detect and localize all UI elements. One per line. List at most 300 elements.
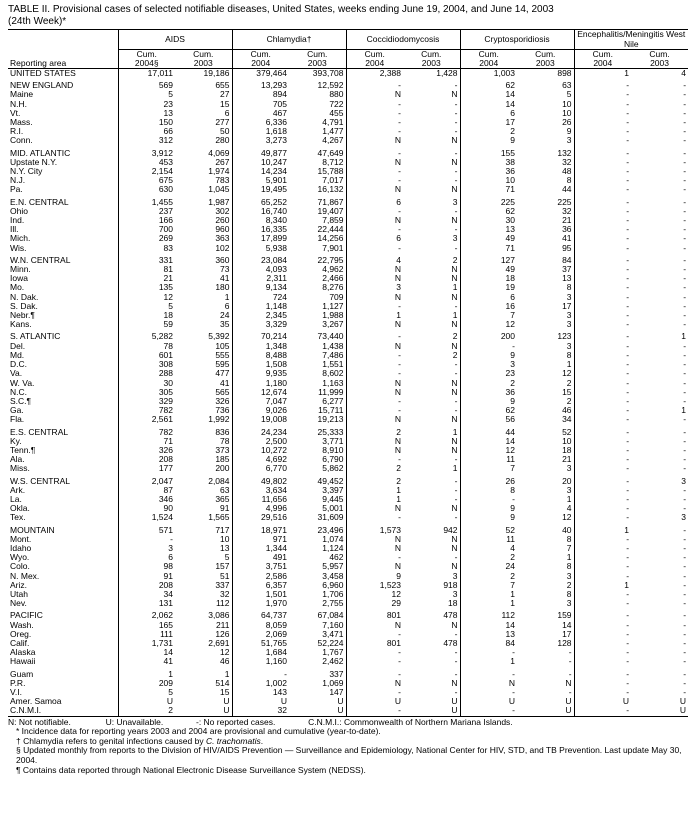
value-cell: 14,234 — [232, 167, 289, 176]
value-cell: N — [451, 136, 458, 146]
reporting-area-cell: Calif. — [10, 638, 30, 648]
value-cell: U — [337, 697, 344, 707]
value-cell: - — [454, 396, 458, 406]
value-cell: 26 — [562, 118, 572, 128]
table-row — [8, 464, 688, 473]
value-cell: 2,311 — [232, 274, 289, 283]
value-cell: - — [346, 146, 403, 158]
value-cell: 18 — [460, 274, 517, 283]
value-cell: 6 — [460, 109, 517, 118]
value-cell: 9 — [566, 127, 572, 137]
value-cell: 83 — [118, 244, 175, 253]
value-cell: 894 — [232, 90, 289, 99]
value-cell: 5,862 — [322, 464, 344, 474]
reporting-area-cell: Colo. — [10, 562, 30, 572]
value-cell: - — [683, 504, 687, 514]
value-cell: - — [346, 244, 403, 253]
value-cell: - — [574, 302, 631, 311]
reporting-area-cell: E.S. CENTRAL — [10, 426, 69, 437]
value-cell: 177 — [118, 464, 175, 473]
value-cell: N — [346, 185, 403, 194]
value-cell: - — [683, 620, 687, 630]
value-cell: - — [574, 706, 631, 716]
value-cell: 6 — [346, 195, 403, 207]
value-cell: 7 — [460, 581, 517, 590]
value-cell: 15,711 — [318, 406, 344, 416]
table-row — [8, 553, 688, 562]
table-row — [8, 648, 688, 657]
value-cell: 49,802 — [232, 474, 289, 486]
table-body — [8, 69, 688, 717]
reporting-area-cell: Mo. — [10, 283, 25, 293]
value-cell: 3 — [566, 485, 572, 495]
value-cell: 10 — [220, 534, 230, 544]
value-cell: U — [289, 706, 346, 716]
value-cell: 1,344 — [232, 544, 289, 553]
value-cell: 1,974 — [208, 167, 230, 177]
value-cell: 1,573 — [346, 523, 403, 535]
value-cell: 3 — [681, 475, 687, 486]
value-cell: 4,093 — [232, 265, 289, 274]
value-cell: 2 — [452, 350, 458, 360]
value-cell: 467 — [232, 109, 289, 118]
table-row — [8, 572, 688, 581]
value-cell: 32 — [562, 206, 572, 216]
value-cell: 95 — [562, 243, 572, 253]
value-cell: N — [346, 437, 403, 446]
table-row — [8, 109, 688, 118]
value-cell: 630 — [118, 185, 175, 194]
value-cell: 337 — [215, 580, 230, 590]
value-cell: N — [346, 293, 403, 302]
reporting-area-cell: S. Dak. — [10, 301, 38, 311]
table-row — [8, 621, 688, 630]
table-row — [8, 118, 688, 127]
value-cell: - — [683, 157, 687, 167]
value-cell: 5 — [566, 90, 572, 100]
value-cell: 3 — [566, 320, 572, 330]
value-cell: - — [574, 464, 631, 473]
value-cell: 12 — [346, 590, 403, 599]
value-cell: 1 — [452, 311, 458, 321]
reporting-area-cell: Ohio — [10, 206, 28, 216]
reporting-area-cell: Utah — [10, 589, 28, 599]
value-cell: 3,458 — [322, 571, 344, 581]
col-header-aids-2004: Cum. 2004§ — [118, 50, 175, 69]
value-cell: - — [683, 599, 687, 609]
title-line-1: TABLE II. Provisional cases of selected notifiable diseases, United States, weeks ending June 19, 2004, and June 14, 2003 — [8, 4, 554, 15]
table-row — [8, 274, 688, 283]
title-line-2: (24th Week)* — [8, 15, 67, 27]
table-row — [8, 639, 688, 648]
value-cell: 17,899 — [232, 234, 289, 243]
value-cell: N — [451, 341, 458, 351]
value-cell: - — [683, 90, 687, 100]
value-cell: - — [683, 341, 687, 351]
value-cell: 2 — [566, 396, 572, 406]
table-row — [8, 158, 688, 167]
value-cell: - — [346, 225, 403, 234]
value-cell: N — [346, 415, 403, 424]
reporting-area-cell: Hawaii — [10, 657, 36, 667]
table-row — [8, 127, 688, 136]
value-cell: 2 — [460, 553, 517, 562]
value-cell: 3 — [566, 599, 572, 609]
group-header-row — [8, 30, 688, 50]
value-cell: 143 — [232, 688, 289, 697]
value-cell: 8,488 — [232, 351, 289, 360]
value-cell: 3,912 — [118, 146, 175, 158]
value-cell: 51 — [220, 571, 230, 581]
reporting-area-cell: W.S. CENTRAL — [10, 475, 70, 486]
value-cell: 63 — [562, 80, 572, 91]
value-cell: 1,477 — [322, 127, 344, 137]
table-row — [8, 379, 688, 388]
reporting-area-cell: E.N. CENTRAL — [10, 196, 69, 207]
value-cell: 6 — [460, 293, 517, 302]
value-cell: 6,336 — [232, 118, 289, 127]
value-cell: 49 — [460, 265, 517, 274]
value-cell: 8 — [460, 486, 517, 495]
value-cell: 14 — [460, 90, 517, 99]
value-cell: 1 — [566, 553, 572, 563]
reporting-area-cell: N.H. — [10, 99, 27, 109]
value-cell: 30 — [460, 216, 517, 225]
footnote-chlamydia: † Chlamydia refers to genital infections caused by C. trachomatis. — [16, 735, 264, 746]
value-cell: 2 — [566, 378, 572, 388]
reporting-area-cell: Idaho — [10, 543, 32, 553]
value-cell: - — [574, 265, 631, 274]
value-cell: 41 — [118, 657, 175, 666]
value-cell: 36 — [562, 225, 572, 235]
value-cell: 225 — [557, 196, 572, 207]
value-cell: 12,592 — [317, 80, 344, 91]
value-cell: 2,462 — [322, 657, 344, 667]
value-cell: - — [683, 580, 687, 590]
value-cell: - — [574, 320, 631, 329]
value-cell: 208 — [118, 455, 175, 464]
value-cell: 2,154 — [118, 167, 175, 176]
value-cell: 514 — [215, 678, 230, 688]
value-cell: - — [346, 397, 403, 406]
group-header-coccidiodomycosis: Coccidiodomycosis — [346, 30, 460, 50]
footnote-aids-update: § Updated monthly from reports to the Division of HIV/AIDS Prevention — Surveillance and Epidemiology, National Center for HIV, STD, and TB Prevention. Last update May 30, 2004. — [16, 745, 682, 765]
value-cell: - — [574, 234, 631, 243]
value-cell: 78 — [220, 436, 230, 446]
value-cell: - — [574, 342, 631, 351]
value-cell: 1,074 — [322, 534, 344, 544]
value-cell: 63 — [220, 485, 230, 495]
value-cell: 147 — [329, 688, 344, 697]
value-cell: 6 — [118, 553, 175, 562]
value-cell: N — [460, 679, 517, 688]
value-cell: 20 — [562, 475, 572, 486]
value-cell: 1 — [452, 283, 458, 293]
value-cell: 7,486 — [322, 350, 344, 360]
value-cell: 3,471 — [322, 629, 344, 639]
value-cell: 17 — [562, 301, 572, 311]
value-cell: 62 — [460, 207, 517, 216]
value-cell: 360 — [215, 254, 230, 265]
value-cell: 337 — [329, 668, 344, 679]
value-cell: 1 — [346, 495, 403, 504]
value-cell: 3 — [452, 234, 458, 244]
value-cell: 379,464 — [232, 69, 289, 79]
value-cell: U — [565, 697, 572, 707]
value-cell: 2,345 — [232, 311, 289, 320]
reporting-area-cell: Iowa — [10, 274, 28, 284]
value-cell: 22,444 — [317, 225, 344, 235]
table-row — [8, 581, 688, 590]
value-cell: - — [683, 369, 687, 379]
value-cell: 41 — [220, 274, 230, 284]
value-cell: 1,160 — [232, 657, 289, 666]
value-cell: 4 — [460, 544, 517, 553]
value-cell: - — [118, 535, 175, 544]
table-row — [8, 544, 688, 553]
value-cell: - — [454, 225, 458, 235]
value-cell: 90 — [118, 504, 175, 513]
value-cell: 2,561 — [118, 415, 175, 424]
value-cell: - — [454, 147, 458, 158]
value-cell: 6,357 — [232, 581, 289, 590]
value-cell: - — [683, 360, 687, 370]
value-cell: 59 — [118, 320, 175, 329]
value-cell: U — [451, 697, 458, 707]
value-cell: 19,186 — [203, 68, 230, 78]
value-cell: 46 — [562, 406, 572, 416]
value-cell: U — [346, 697, 403, 706]
value-cell: - — [574, 185, 631, 194]
reporting-area-cell: P.R. — [10, 678, 26, 688]
table-row — [8, 216, 688, 225]
value-cell: 1 — [574, 523, 631, 535]
value-cell: 4 — [566, 504, 572, 514]
value-cell: 3 — [566, 311, 572, 321]
value-cell: 717 — [215, 524, 230, 535]
value-cell: 12 — [118, 293, 175, 302]
value-cell: 595 — [215, 360, 230, 370]
table-row — [8, 283, 688, 292]
value-cell: 49,452 — [317, 475, 344, 486]
table-row — [8, 474, 688, 486]
value-cell: - — [683, 678, 687, 688]
value-cell: 1,565 — [208, 513, 230, 523]
value-cell: - — [460, 648, 517, 657]
table-row — [8, 69, 688, 79]
value-cell: 1,124 — [322, 543, 344, 553]
table-row — [8, 523, 688, 535]
group-header-chlamydia: Chlamydia† — [232, 30, 346, 50]
value-cell: - — [683, 571, 687, 581]
value-cell: - — [460, 688, 517, 697]
value-cell: 112 — [460, 608, 517, 620]
value-cell: 1,731 — [118, 639, 175, 648]
value-cell: 185 — [215, 455, 230, 465]
value-cell: 8,059 — [232, 621, 289, 630]
reporting-area-cell: Kans. — [10, 320, 32, 330]
value-cell: N — [451, 436, 458, 446]
value-cell: 9 — [460, 504, 517, 513]
value-cell: - — [574, 127, 631, 136]
value-cell: 14 — [460, 621, 517, 630]
value-cell: 18 — [448, 599, 458, 609]
value-cell: N — [451, 378, 458, 388]
value-cell: - — [683, 216, 687, 226]
value-cell: - — [683, 243, 687, 253]
value-cell: - — [574, 311, 631, 320]
value-cell: 51,765 — [232, 639, 289, 648]
footnote-incidence: * Incidence data for reporting years 2003 and 2004 are provisional and cumulative (year-to-date). — [16, 726, 381, 737]
value-cell: - — [568, 657, 572, 667]
value-cell: - — [574, 90, 631, 99]
value-cell: 2,069 — [232, 630, 289, 639]
value-cell: 1,524 — [118, 513, 175, 522]
value-cell: 23,084 — [232, 253, 289, 265]
value-cell: 8 — [566, 176, 572, 186]
table-row — [8, 342, 688, 351]
table-row — [8, 599, 688, 608]
value-cell: 724 — [232, 293, 289, 302]
reporting-area-cell: R.I. — [10, 127, 24, 137]
value-cell: - — [346, 78, 403, 90]
value-cell: 6 — [224, 108, 230, 118]
value-cell: 3 — [566, 136, 572, 146]
value-cell: - — [683, 292, 687, 302]
value-cell: 208 — [118, 581, 175, 590]
value-cell: 3,086 — [208, 610, 230, 621]
value-cell: 2,466 — [322, 274, 344, 284]
value-cell: 15 — [562, 387, 572, 397]
value-cell: 111 — [118, 630, 175, 639]
reporting-area-cell: Ill. — [10, 225, 19, 235]
value-cell: - — [683, 196, 687, 207]
value-cell: 135 — [118, 283, 175, 292]
sub-header-row — [8, 50, 688, 69]
value-cell: 898 — [557, 68, 572, 78]
reporting-area-cell: N.Y. City — [10, 167, 43, 177]
value-cell: 565 — [215, 387, 230, 397]
footnotes — [8, 718, 690, 776]
reporting-area-cell: Mich. — [10, 234, 31, 244]
value-cell: 1,988 — [322, 311, 344, 321]
table-row — [8, 397, 688, 406]
col-header-chlamydia-2004: Cum. 2004 — [232, 50, 289, 69]
value-cell: - — [683, 534, 687, 544]
value-cell: 12 — [460, 320, 517, 329]
value-cell: 918 — [443, 580, 458, 590]
value-cell: - — [568, 648, 572, 658]
reporting-area-cell: UNITED STATES — [10, 68, 76, 78]
table-row — [8, 369, 688, 378]
value-cell: 1,438 — [322, 341, 344, 351]
value-cell: 5,001 — [322, 504, 344, 514]
value-cell: 225 — [460, 195, 517, 207]
value-cell: 1 — [346, 311, 403, 320]
value-cell: - — [574, 360, 631, 369]
col-header-westnile-2003: Cum. 2003 — [631, 50, 688, 69]
value-cell: 1 — [574, 581, 631, 590]
value-cell: 601 — [118, 351, 175, 360]
value-cell: - — [574, 351, 631, 360]
value-cell: 1,348 — [232, 342, 289, 351]
value-cell: 1 — [681, 331, 687, 342]
value-cell: - — [574, 78, 631, 90]
value-cell: U — [118, 697, 175, 706]
value-cell: - — [683, 445, 687, 455]
value-cell: - — [454, 553, 458, 563]
value-cell: 9 — [460, 351, 517, 360]
value-cell: 365 — [215, 494, 230, 504]
value-cell: - — [454, 176, 458, 186]
value-cell: 71 — [118, 437, 175, 446]
reporting-area-cell: Alaska — [10, 648, 36, 658]
value-cell: 1 — [460, 657, 517, 666]
table-row — [8, 146, 688, 158]
value-cell: N — [451, 445, 458, 455]
value-cell: 3 — [452, 589, 458, 599]
reporting-area-cell: MOUNTAIN — [10, 524, 55, 535]
value-cell: 70,214 — [232, 329, 289, 341]
value-cell: - — [683, 225, 687, 235]
col-header-crypto-2003: Cum. 2003 — [517, 50, 574, 69]
table-row — [8, 265, 688, 274]
value-cell: 24,234 — [232, 425, 289, 437]
value-cell: 4,962 — [322, 265, 344, 275]
reporting-area-cell: Oreg. — [10, 629, 32, 639]
value-cell: 782 — [118, 425, 175, 437]
value-cell: 2 — [452, 254, 458, 265]
value-cell: 478 — [443, 638, 458, 648]
value-cell: 5 — [118, 688, 175, 697]
value-cell: - — [232, 667, 289, 679]
value-cell: 10 — [460, 176, 517, 185]
value-cell: N — [346, 504, 403, 513]
value-cell: 10,272 — [232, 446, 289, 455]
table-row — [8, 425, 688, 437]
value-cell: 1,523 — [346, 581, 403, 590]
value-cell: 13,293 — [232, 78, 289, 90]
value-cell: - — [574, 688, 631, 697]
value-cell: 44 — [562, 185, 572, 195]
value-cell: 3 — [566, 464, 572, 474]
reporting-area-cell: Maine — [10, 90, 34, 100]
table-row — [8, 90, 688, 99]
value-cell: 132 — [557, 147, 572, 158]
value-cell: - — [683, 638, 687, 648]
value-cell: 1,455 — [118, 195, 175, 207]
value-cell: - — [683, 185, 687, 195]
value-cell: 159 — [557, 610, 572, 621]
value-cell: 157 — [215, 562, 230, 572]
value-cell: 52 — [562, 426, 572, 437]
value-cell: 1 — [574, 69, 631, 79]
value-cell: - — [574, 415, 631, 424]
value-cell: 7,160 — [322, 620, 344, 630]
value-cell: - — [454, 475, 458, 486]
reporting-area-cell: Tenn.¶ — [10, 445, 36, 455]
value-cell: 12 — [562, 513, 572, 523]
value-cell: - — [460, 342, 517, 351]
value-cell: 200 — [215, 464, 230, 474]
value-cell: 782 — [118, 406, 175, 415]
value-cell: 44 — [460, 425, 517, 437]
table-row — [8, 657, 688, 666]
value-cell: 960 — [215, 225, 230, 235]
value-cell: N — [346, 446, 403, 455]
value-cell: 331 — [118, 253, 175, 265]
value-cell: 66 — [118, 127, 175, 136]
